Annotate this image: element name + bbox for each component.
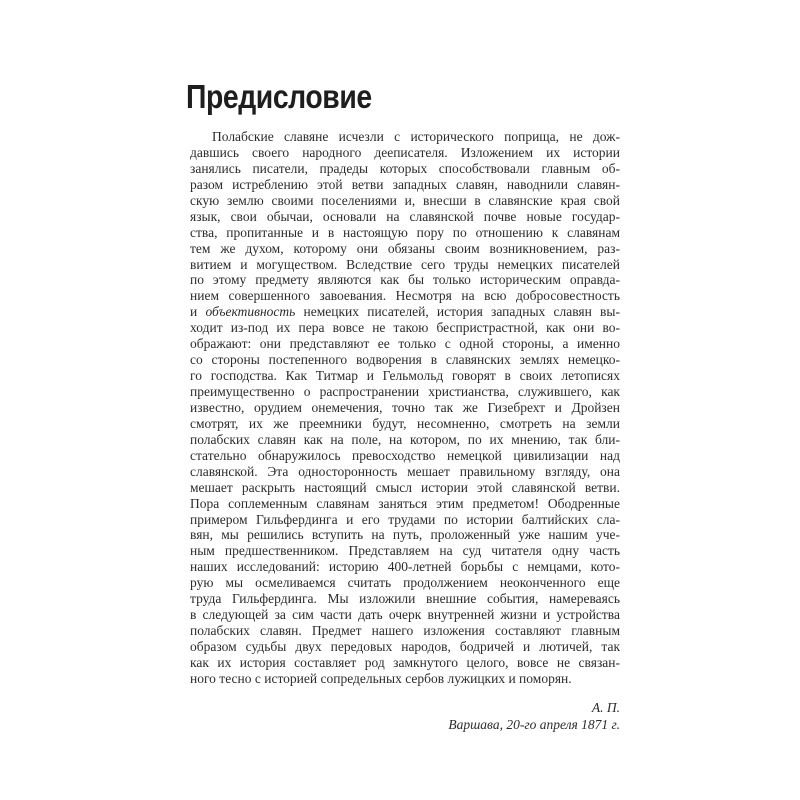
text-line: скую землю своими поселениями и, внесши в славянские края свой <box>190 192 620 208</box>
text-line: Пора соплеменным славянам заняться этим предметом! Ободренные <box>190 495 620 511</box>
text-line: как их история составляет род замкнутого целого, вовсе не связан- <box>190 654 620 670</box>
text-line: труда Гильфердинга. Мы изложили внешние события, намереваясь <box>190 591 620 607</box>
text-line: со стороны постепенного водворения в славянских землях немецко- <box>190 352 620 368</box>
text-line: рую мы осмеливаемся считать продолжением неоконченного еще <box>190 575 620 591</box>
text-line: давшись своего народного дееписателя. Изложением их истории <box>190 144 620 160</box>
text-line: язык, свои обычаи, основали на славянской почве новые государ- <box>190 208 620 224</box>
text-line: ного тесно с историей сопредельных сербов лужицких и поморян. <box>190 670 572 686</box>
text-line: витием и могуществом. Вследствие сего труды немецких писателей <box>190 256 620 272</box>
text-line: полабских славян. Предмет нашего изложения составляют главным <box>190 623 620 639</box>
text-line: вян, мы решились вступить на путь, проложенный уже нашим уче- <box>190 527 620 543</box>
signature-place-date: Варшава, 20-го апреля 1871 г. <box>448 717 620 732</box>
text-line: примером Гильфердинга и его трудами по истории балтийских сла- <box>190 511 620 527</box>
text-line: образом судьбы двух передовых народов, бодричей и лютичей, так <box>190 639 620 654</box>
text-line: ным предшественником. Представляем на суд читателя одну часть <box>190 543 620 559</box>
text-line: смотрят, их же преемники будут, несомненно, смотреть на земли <box>190 415 620 431</box>
text-line: го господства. Как Титмар и Гельмольд говорят в своих летописях <box>190 368 620 384</box>
text-line: тем же духом, которому они обязаны своим возникновением, раз- <box>190 240 620 256</box>
text-line: ства, пропитанные и в настоящую пору по отношению к славянам <box>190 224 620 240</box>
signature-author: А. П. <box>591 700 620 715</box>
emphasis-text: объективность <box>205 304 296 320</box>
text-line: известно, орудием онемечения, точно так же Гизебрехт и Дройзен <box>190 399 620 415</box>
text-line: полабских славян как на поле, на котором, по их мнению, так бли- <box>190 431 620 447</box>
text-line: преимущественно о распространении христианства, служившего, как <box>190 384 620 399</box>
text-line: ображают: они представляют ее только с одной стороны, а именно <box>190 336 620 352</box>
text-line <box>190 304 620 320</box>
text-line: славянской. Эта односторонность мешает правильному взгляду, она <box>190 463 620 479</box>
preface-text <box>190 129 620 687</box>
text-line: наших исследований: историю 400-летней борьбы с немцами, кото- <box>190 559 620 575</box>
text-line: в следующей за сим части дать очерк внутренней жизни и устройства <box>190 607 620 623</box>
text-line: ходит из-под их пера вовсе не такою беспристрастной, как они во- <box>190 320 620 336</box>
text-line: по этому предмету являются как бы только историческим оправда- <box>190 272 620 288</box>
text-line: занялись писатели, прадеды которых способствовали главным об- <box>190 160 620 176</box>
text-line: мешает раскрыть настоящий смысл истории этой славянской ветви. <box>190 479 620 495</box>
page-title: Предисловие <box>186 78 372 115</box>
text-segment: и <box>190 304 206 320</box>
text-segment: немецких писателей, история западных славян вы- <box>295 304 620 320</box>
text-line: Полабские славяне исчезли с исторического поприща, не дож- <box>212 129 620 144</box>
text-line: стательно обнаружилось превосходство немецкой цивилизации над <box>190 447 620 463</box>
text-line: нием совершенного завоевания. Несмотря на всю добросовестность <box>190 288 620 304</box>
text-line: разом истреблению этой ветви западных славян, наводнили славян- <box>190 176 620 192</box>
